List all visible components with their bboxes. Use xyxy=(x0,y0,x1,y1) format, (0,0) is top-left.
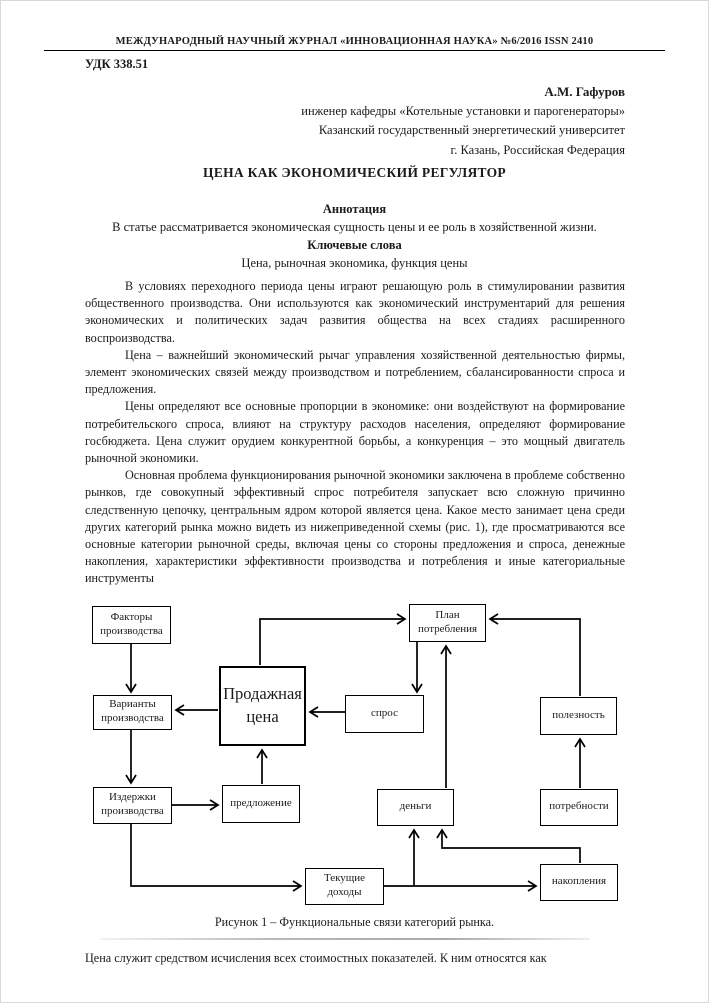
diagram-box-production-variants: Варианты производства xyxy=(93,695,172,730)
diagram-arrow-savings-to-money xyxy=(442,830,580,863)
diagram-box-current-income: Текущие доходы xyxy=(305,868,384,905)
body-paragraph: Цены определяют все основные пропорции в экономике: они воздействуют на формирование потребительского спроса, влияют на структуру расходов населения, определяют формирование госбюджета. Цена служит орудием конкурентной борьбы, а конкуренция – это мощный двигатель рыночной экономики. xyxy=(85,399,625,466)
diagram-box-needs: потребности xyxy=(540,789,618,826)
body-paragraph: Основная проблема функционирования рыночной экономики заключена в проблеме собственно рынков, где совокупный эффективный спрос потребителя запускает всю сложную причинно следственную цепочку, центральным ядром которой является цена. Какое место занимает цена среди других категорий рынка можно видеть из нижеприведенной схемы (рис. 1), где просматриваются все основные категории рыночной среды, включая цены со стороны предложения и спроса, денежные накопления, характеристики эффективности производства и потребления и иные категориальные инструменты xyxy=(85,468,625,586)
abstract-text: В статье рассматривается экономическая сущность цены и ее роль в хозяйственной жизни. xyxy=(112,220,597,234)
author-university: Казанский государственный энергетический университет xyxy=(318,123,625,137)
author-position: инженер кафедры «Котельные установки и парогенераторы» xyxy=(301,103,625,118)
diagram-box-savings: накопления xyxy=(540,864,618,901)
body-paragraph: В условиях переходного периода цены играют решающую роль в стимулировании развития общественного производства. Они используются как экономический инструментарий для решения экономических и политических задач развития общества на всех стадиях расширенного воспроизводства. xyxy=(85,279,625,345)
diagram-arrow-price-to-plan xyxy=(260,619,405,665)
diagram xyxy=(0,602,709,914)
diagram-box-production-costs: Издержки производства xyxy=(93,787,172,824)
keywords-text: Цена, рыночная экономика, функция цены xyxy=(241,256,468,270)
closing-paragraph: Цена служит средством исчисления всех стоимостных показателей. К ним относятся как xyxy=(85,950,547,965)
udk-code: УДК 338.51 xyxy=(85,57,149,71)
author-city: г. Казань, Российская Федерация xyxy=(450,142,625,157)
diagram-box-consumption-plan: План потребления xyxy=(409,604,486,642)
article-body xyxy=(85,278,625,588)
diagram-box-money: деньги xyxy=(377,789,454,826)
body-paragraph: Цена – важнейший экономический рычаг управления хозяйственной деятельностью фирмы, элемент экономических связей между производством и потреблением, сбалансированности спроса и предложения. xyxy=(85,347,625,397)
header-rule xyxy=(44,50,665,51)
author-name: А.М. Гафуров xyxy=(544,84,625,99)
figure-caption: Рисунок 1 – Функциональные связи категорий рынка. xyxy=(214,914,495,929)
paper-title: ЦЕНА КАК ЭКОНОМИЧЕСКИЙ РЕГУЛЯТОР xyxy=(203,165,506,180)
diagram-box-utility: полезность xyxy=(540,697,617,735)
abstract-heading: Аннотация xyxy=(322,202,387,216)
diagram-box-demand: спрос xyxy=(345,695,424,733)
diagram-arrow-utility-to-plan xyxy=(490,619,580,696)
bottom-divider xyxy=(100,938,590,940)
keywords-heading: Ключевые слова xyxy=(307,238,402,252)
diagram-box-supply: предложение xyxy=(222,785,300,823)
diagram-box-factors-of-production: Факторы производства xyxy=(92,606,171,644)
diagram-arrow-costs-to-income xyxy=(131,824,301,886)
author-block xyxy=(0,82,625,160)
journal-header: МЕЖДУНАРОДНЫЙ НАУЧНЫЙ ЖУРНАЛ «ИННОВАЦИОННАЯ НАУКА» №6/2016 ISSN 2410 xyxy=(115,36,594,47)
diagram-box-selling-price: Продажная цена xyxy=(219,666,306,746)
